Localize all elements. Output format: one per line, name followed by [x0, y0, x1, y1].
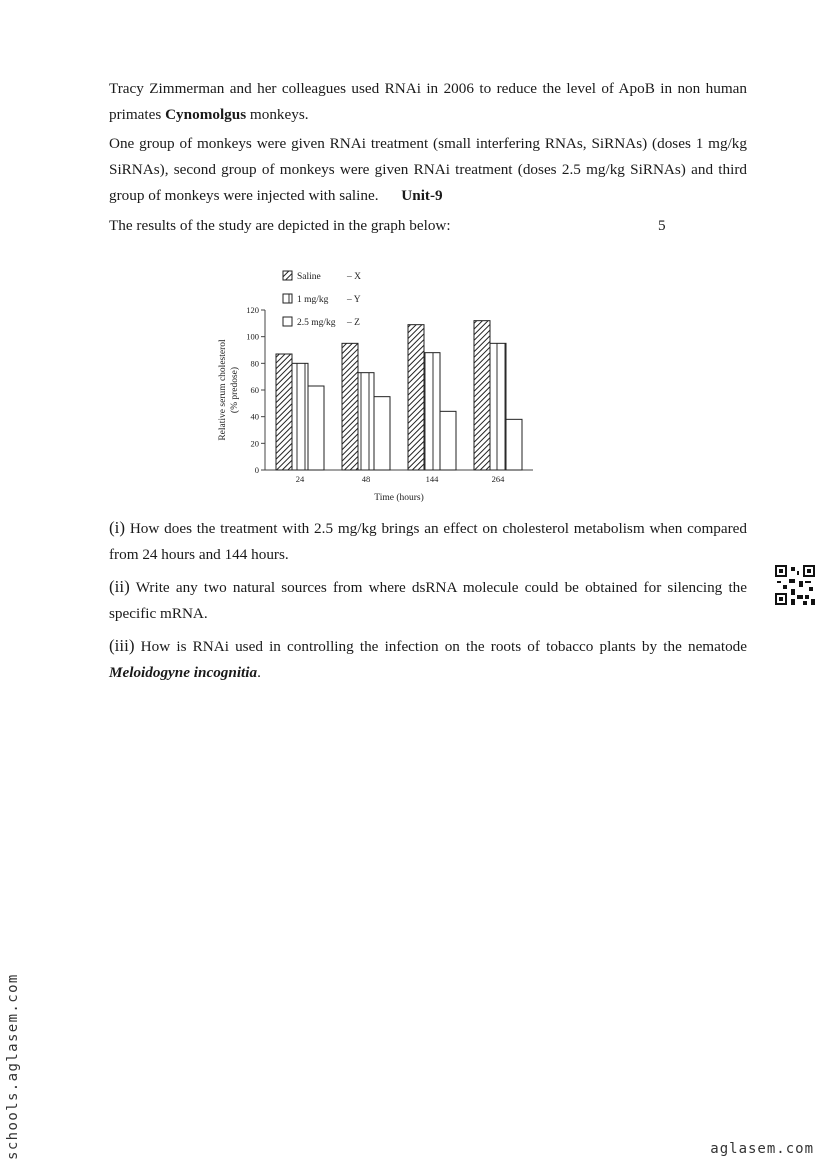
- x-axis-label: Time (hours): [374, 493, 424, 503]
- question-1-number: (i): [109, 518, 126, 537]
- question-2-number: (ii): [109, 577, 130, 596]
- question-1: (i) How does the treatment with 2.5 mg/kg brings an effect on cholesterol metabolism when compared from 24 hours and 144 hours.: [109, 518, 748, 563]
- bar-saline-144: [408, 325, 424, 470]
- bar-1-mg-kg-264: [490, 343, 506, 470]
- bar-2-5-mg-kg-144: [440, 411, 456, 470]
- x-tick-label: 24: [295, 474, 305, 484]
- x-tick-label: 144: [425, 474, 439, 484]
- y-tick-label: 0: [254, 465, 259, 475]
- question-3-number: (iii): [109, 636, 135, 655]
- question-3: (iii) How is RNAi used in controlling the infection on the roots of tobacco plants by the nematode Meloidogyne incognitia.: [109, 636, 748, 681]
- legend-swatch: [283, 294, 292, 303]
- marks-label: 5: [658, 217, 666, 234]
- bar-saline-48: [342, 343, 358, 470]
- legend-code: – Y: [347, 295, 361, 305]
- y-axis-label: Relative serum cholesterol: [218, 339, 228, 441]
- bar-1-mg-kg-48: [358, 373, 374, 470]
- legend-swatch: [283, 271, 292, 280]
- y-tick-label: 120: [246, 305, 259, 315]
- x-tick-label: 48: [361, 474, 371, 484]
- y-tick-label: 60: [250, 385, 259, 395]
- y-tick-label: 40: [250, 411, 259, 422]
- legend-swatch: [283, 317, 292, 326]
- y-axis-label-unit: (% predose): [230, 366, 240, 414]
- footer-site-name: aglasem.com: [710, 1141, 814, 1157]
- legend-label: 2.5 mg/kg: [297, 318, 336, 328]
- nematode-name: Meloidogyne incognitia: [109, 664, 258, 681]
- bar-saline-24: [276, 354, 292, 470]
- bar-saline-264: [474, 321, 490, 470]
- unit-label: Unit-9: [401, 187, 443, 204]
- qr-code-icon[interactable]: [775, 565, 815, 605]
- y-tick-label: 20: [250, 438, 259, 449]
- species-name: Cynomolgus: [165, 106, 247, 123]
- legend-label: Saline: [297, 272, 321, 282]
- intro-paragraph-2: One group of monkeys were given RNAi treatment (small interfering RNAs, SiRNAs) (doses 1 mg/kg SiRNAs), second group of monkeys were given RNAi treatment (doses 2.5 mg/kg SiRNAs) and third group of monkeys were injected with saline. Unit-9: [109, 135, 747, 204]
- side-watermark: schools.aglasem.com: [5, 973, 21, 1160]
- bar-2-5-mg-kg-24: [308, 386, 324, 470]
- intro-paragraph-1: Tracy Zimmerman and her colleagues used RNAi in 2006 to reduce the level of ApoB in non human primates Cynomolgus monkeys.: [109, 80, 747, 123]
- legend-label: 1 mg/kg: [297, 295, 329, 305]
- legend-code: – X: [347, 272, 361, 282]
- question-2: (ii) Write any two natural sources from where dsRNA molecule could be obtained for silencing the specific mRNA.: [109, 577, 747, 622]
- bar-1-mg-kg-24: [292, 363, 308, 470]
- legend-code: – Z: [347, 318, 360, 328]
- cholesterol-bar-chart: [205, 258, 545, 508]
- x-tick-label: 264: [491, 474, 505, 484]
- bar-1-mg-kg-144: [424, 353, 440, 470]
- y-tick-label: 100: [246, 331, 259, 342]
- bar-2-5-mg-kg-264: [506, 419, 522, 470]
- bar-2-5-mg-kg-48: [374, 397, 390, 470]
- intro-paragraph-3: The results of the study are depicted in the graph below:: [109, 217, 451, 234]
- y-tick-label: 80: [250, 358, 259, 369]
